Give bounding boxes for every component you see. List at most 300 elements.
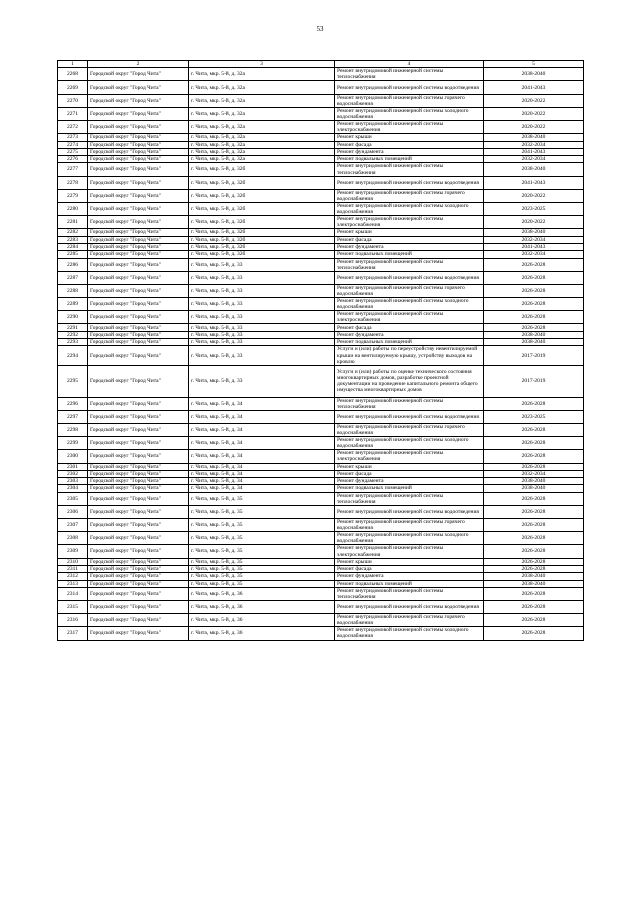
period-cell: 2026-2028 [484,492,584,505]
address-cell: г. Чита, мкр. 5-й, д. 32а [189,81,335,94]
table-row [58,558,584,565]
table-row [58,485,584,492]
period-cell: 2026-2028 [484,565,584,572]
address-cell: г. Чита, мкр. 5-й, д. 33 [189,339,335,346]
table-row [58,463,584,470]
period-cell: 2032-2034 [484,156,584,163]
address-cell: г. Чита, мкр. 5-й, д. 32а [189,156,335,163]
work-type-cell: Ремонт фундамента [335,243,484,250]
row-number-cell: 2283 [58,236,88,243]
period-cell: 2017-2019 [484,346,584,365]
municipality-cell: Городской округ "Город Чита" [88,258,189,271]
municipality-cell: Городской округ "Город Чита" [88,397,189,410]
period-cell: 2026-2028 [484,298,584,311]
work-type-cell: Ремонт внутридомовой инженерной системы горячего водоснабжения [335,94,484,107]
municipality-cell: Городской округ "Город Чита" [88,68,189,81]
work-type-cell: Ремонт внутридомовой инженерной системы холодного водоснабжения [335,298,484,311]
municipality-cell: Городской округ "Город Чита" [88,505,189,518]
municipality-cell: Городской округ "Город Чита" [88,284,189,297]
row-number-cell: 2279 [58,189,88,202]
column-header: 3 [189,61,335,68]
municipality-cell: Городской округ "Город Чита" [88,463,189,470]
work-type-cell: Ремонт внутридомовой инженерной системы горячего водоснабжения [335,519,484,532]
period-cell: 2026-2028 [484,463,584,470]
address-cell: г. Чита, мкр. 5-й, д. 32б [189,243,335,250]
address-cell: г. Чита, мкр. 5-й, д. 32б [189,189,335,202]
period-cell: 2026-2028 [484,505,584,518]
work-type-cell: Ремонт фасада [335,470,484,477]
period-cell: 2026-2028 [484,614,584,627]
row-number-cell: 2303 [58,478,88,485]
table-row [58,229,584,236]
municipality-cell: Городской округ "Город Чита" [88,141,189,148]
table-row [58,236,584,243]
period-cell: 2026-2028 [484,437,584,450]
period-cell: 2026-2028 [484,587,584,600]
table-row [58,148,584,155]
period-cell: 2026-2028 [484,627,584,640]
municipality-cell: Городской округ "Город Чита" [88,81,189,94]
address-cell: г. Чита, мкр. 5-й, д. 35 [189,580,335,587]
municipality-cell: Городской округ "Город Чита" [88,298,189,311]
period-cell: 2026-2028 [484,311,584,324]
row-number-cell: 2315 [58,601,88,614]
table-row [58,176,584,189]
address-cell: г. Чита, мкр. 5-й, д. 34 [189,437,335,450]
period-cell: 2032-2034 [484,470,584,477]
municipality-cell: Городской округ "Город Чита" [88,331,189,338]
table-row [58,121,584,134]
municipality-cell: Городской округ "Город Чита" [88,121,189,134]
address-cell: г. Чита, мкр. 5-й, д. 34 [189,450,335,463]
period-cell: 2038-2040 [484,163,584,176]
address-cell: г. Чита, мкр. 5-й, д. 35 [189,519,335,532]
row-number-cell: 2313 [58,580,88,587]
row-number-cell: 2314 [58,587,88,600]
row-number-cell: 2282 [58,229,88,236]
address-cell: г. Чита, мкр. 5-й, д. 32б [189,229,335,236]
row-number-cell: 2312 [58,573,88,580]
table-row [58,492,584,505]
work-type-cell: Ремонт внутридомовой инженерной системы электроснабжения [335,216,484,229]
row-number-cell: 2298 [58,423,88,436]
address-cell: г. Чита, мкр. 5-й, д. 34 [189,397,335,410]
period-cell: 2038-2040 [484,134,584,141]
work-type-cell: Ремонт внутридомовой инженерной системы холодного водоснабжения [335,627,484,640]
address-cell: г. Чита, мкр. 5-й, д. 33 [189,324,335,331]
table-row [58,478,584,485]
row-number-cell: 2308 [58,532,88,545]
work-type-cell: Ремонт внутридомовой инженерной системы теплоснабжения [335,587,484,600]
work-type-cell: Ремонт подвальных помещений [335,251,484,258]
table-row [58,271,584,284]
work-type-cell: Ремонт фасада [335,236,484,243]
period-cell: 2038-2040 [484,485,584,492]
row-number-cell: 2280 [58,202,88,215]
work-type-cell: Ремонт фасада [335,141,484,148]
address-cell: г. Чита, мкр. 5-й, д. 32а [189,107,335,120]
municipality-cell: Городской округ "Город Чита" [88,485,189,492]
table-row [58,202,584,215]
period-cell: 2026-2028 [484,423,584,436]
work-type-cell: Ремонт внутридомовой инженерной системы теплоснабжения [335,492,484,505]
page-number: 53 [316,25,324,33]
table-row [58,423,584,436]
period-cell: 2026-2028 [484,324,584,331]
table-row [58,251,584,258]
address-cell: г. Чита, мкр. 5-й, д. 34 [189,410,335,423]
period-cell: 2017-2019 [484,365,584,397]
table-row [58,94,584,107]
address-cell: г. Чита, мкр. 5-й, д. 35 [189,532,335,545]
period-cell: 2026-2028 [484,397,584,410]
address-cell: г. Чита, мкр. 5-й, д. 32а [189,148,335,155]
period-cell: 2038-2040 [484,339,584,346]
work-type-cell: Ремонт фундамента [335,478,484,485]
municipality-cell: Городской округ "Город Чита" [88,410,189,423]
work-type-cell: Ремонт подвальных помещений [335,156,484,163]
table-row [58,565,584,572]
address-cell: г. Чита, мкр. 5-й, д. 32а [189,94,335,107]
table-row [58,573,584,580]
period-cell: 2026-2028 [484,450,584,463]
period-cell: 2023-2025 [484,410,584,423]
address-cell: г. Чита, мкр. 5-й, д. 32б [189,176,335,189]
address-cell: г. Чита, мкр. 5-й, д. 33 [189,365,335,397]
row-number-cell: 2311 [58,565,88,572]
row-number-cell: 2274 [58,141,88,148]
period-cell: 2026-2028 [484,258,584,271]
table-row [58,107,584,120]
period-cell: 2038-2040 [484,331,584,338]
work-type-cell: Ремонт внутридомовой инженерной системы холодного водоснабжения [335,532,484,545]
work-type-cell: Ремонт внутридомовой инженерной системы водоотведения [335,176,484,189]
period-cell: 2041-2043 [484,148,584,155]
table-row [58,189,584,202]
row-number-cell: 2304 [58,485,88,492]
municipality-cell: Городской округ "Город Чита" [88,545,189,558]
row-number-cell: 2296 [58,397,88,410]
address-cell: г. Чита, мкр. 5-й, д. 34 [189,485,335,492]
address-cell: г. Чита, мкр. 5-й, д. 32а [189,68,335,81]
period-cell: 2032-2034 [484,141,584,148]
address-cell: г. Чита, мкр. 5-й, д. 35 [189,492,335,505]
table-row [58,545,584,558]
address-cell: г. Чита, мкр. 5-й, д. 32а [189,121,335,134]
work-type-cell: Ремонт внутридомовой инженерной системы водоотведения [335,81,484,94]
municipality-cell: Городской округ "Город Чита" [88,134,189,141]
row-number-cell: 2306 [58,505,88,518]
table-body [58,68,584,640]
period-cell: 2038-2040 [484,229,584,236]
address-cell: г. Чита, мкр. 5-й, д. 35 [189,558,335,565]
period-cell: 2020-2022 [484,216,584,229]
work-type-cell: Ремонт фундамента [335,331,484,338]
row-number-cell: 2307 [58,519,88,532]
work-type-cell: Ремонт подвальных помещений [335,339,484,346]
work-type-cell: Ремонт фундамента [335,573,484,580]
work-type-cell: Услуги и (или) работы по оценке технического состояния многоквартирных домов, разработке проектной документации на проведение капитального ремонта общего имущества многоквартирных домов [335,365,484,397]
municipality-cell: Городской округ "Город Чита" [88,365,189,397]
period-cell: 2026-2028 [484,519,584,532]
period-cell: 2026-2028 [484,545,584,558]
municipality-cell: Городской округ "Город Чита" [88,176,189,189]
row-number-cell: 2281 [58,216,88,229]
row-number-cell: 2271 [58,107,88,120]
row-number-cell: 2295 [58,365,88,397]
municipality-cell: Городской округ "Город Чита" [88,580,189,587]
municipality-cell: Городской округ "Город Чита" [88,148,189,155]
address-cell: г. Чита, мкр. 5-й, д. 33 [189,298,335,311]
period-cell: 2026-2028 [484,601,584,614]
work-type-cell: Ремонт внутридомовой инженерной системы электроснабжения [335,121,484,134]
municipality-cell: Городской округ "Город Чита" [88,94,189,107]
municipality-cell: Городской округ "Город Чита" [88,478,189,485]
work-type-cell: Ремонт внутридомовой инженерной системы теплоснабжения [335,163,484,176]
address-cell: г. Чита, мкр. 5-й, д. 32б [189,163,335,176]
address-cell: г. Чита, мкр. 5-й, д. 32б [189,251,335,258]
period-cell: 2032-2034 [484,251,584,258]
address-cell: г. Чита, мкр. 5-й, д. 34 [189,470,335,477]
period-cell: 2026-2028 [484,558,584,565]
period-cell: 2041-2043 [484,243,584,250]
row-number-cell: 2317 [58,627,88,640]
address-cell: г. Чита, мкр. 5-й, д. 32б [189,202,335,215]
municipality-cell: Городской округ "Город Чита" [88,492,189,505]
municipality-cell: Городской округ "Город Чита" [88,107,189,120]
period-cell: 2041-2043 [484,176,584,189]
column-header: 5 [484,61,584,68]
table-row [58,397,584,410]
table-row [58,437,584,450]
municipality-cell: Городской округ "Город Чита" [88,243,189,250]
municipality-cell: Городской округ "Город Чита" [88,573,189,580]
municipality-cell: Городской округ "Город Чита" [88,601,189,614]
work-type-cell: Ремонт внутридомовой инженерной системы горячего водоснабжения [335,423,484,436]
table-row [58,450,584,463]
municipality-cell: Городской округ "Город Чита" [88,251,189,258]
row-number-cell: 2270 [58,94,88,107]
table-row [58,410,584,423]
row-number-cell: 2302 [58,470,88,477]
work-type-cell: Ремонт внутридомовой инженерной системы водоотведения [335,601,484,614]
repair-schedule-table [57,60,584,641]
table-row [58,298,584,311]
municipality-cell: Городской округ "Город Чита" [88,346,189,365]
row-number-cell: 2310 [58,558,88,565]
municipality-cell: Городской округ "Город Чита" [88,437,189,450]
table-row [58,243,584,250]
municipality-cell: Городской округ "Город Чита" [88,216,189,229]
work-type-cell: Ремонт подвальных помещений [335,580,484,587]
row-number-cell: 2309 [58,545,88,558]
table-row [58,284,584,297]
period-cell: 2041-2043 [484,81,584,94]
period-cell: 2038-2040 [484,478,584,485]
row-number-cell: 2285 [58,251,88,258]
address-cell: г. Чита, мкр. 5-й, д. 34 [189,423,335,436]
period-cell: 2026-2028 [484,532,584,545]
municipality-cell: Городской округ "Город Чита" [88,339,189,346]
table-row [58,163,584,176]
work-type-cell: Ремонт внутридомовой инженерной системы горячего водоснабжения [335,284,484,297]
municipality-cell: Городской округ "Город Чита" [88,229,189,236]
table-row [58,68,584,81]
address-cell: г. Чита, мкр. 5-й, д. 32б [189,236,335,243]
row-number-cell: 2278 [58,176,88,189]
table-row [58,141,584,148]
work-type-cell: Ремонт внутридомовой инженерной системы водоотведения [335,271,484,284]
table-row [58,216,584,229]
municipality-cell: Городской округ "Город Чита" [88,163,189,176]
period-cell: 2038-2040 [484,580,584,587]
period-cell: 2020-2022 [484,121,584,134]
work-type-cell: Ремонт внутридомовой инженерной системы водоотведения [335,410,484,423]
municipality-cell: Городской округ "Город Чита" [88,271,189,284]
row-number-cell: 2293 [58,339,88,346]
column-header: 4 [335,61,484,68]
row-number-cell: 2268 [58,68,88,81]
address-cell: г. Чита, мкр. 5-й, д. 33 [189,271,335,284]
column-number-row [58,61,584,68]
table-row [58,346,584,365]
column-header: 2 [88,61,189,68]
table-row [58,519,584,532]
municipality-cell: Городской округ "Город Чита" [88,311,189,324]
address-cell: г. Чита, мкр. 5-й, д. 35 [189,565,335,572]
work-type-cell: Ремонт фасада [335,324,484,331]
row-number-cell: 2291 [58,324,88,331]
address-cell: г. Чита, мкр. 5-й, д. 32а [189,134,335,141]
work-type-cell: Ремонт внутридомовой инженерной системы водоотведения [335,505,484,518]
work-type-cell: Ремонт внутридомовой инженерной системы теплоснабжения [335,397,484,410]
address-cell: г. Чита, мкр. 5-й, д. 34 [189,478,335,485]
row-number-cell: 2272 [58,121,88,134]
municipality-cell: Городской округ "Город Чита" [88,450,189,463]
table-row [58,580,584,587]
work-type-cell: Ремонт внутридомовой инженерной системы холодного водоснабжения [335,107,484,120]
table-row [58,532,584,545]
table-row [58,331,584,338]
municipality-cell: Городской округ "Город Чита" [88,532,189,545]
address-cell: г. Чита, мкр. 5-й, д. 33 [189,258,335,271]
address-cell: г. Чита, мкр. 5-й, д. 36 [189,614,335,627]
municipality-cell: Городской округ "Город Чита" [88,236,189,243]
period-cell: 2026-2028 [484,284,584,297]
municipality-cell: Городской округ "Город Чита" [88,324,189,331]
municipality-cell: Городской округ "Город Чита" [88,614,189,627]
table-row [58,627,584,640]
row-number-cell: 2290 [58,311,88,324]
row-number-cell: 2305 [58,492,88,505]
address-cell: г. Чита, мкр. 5-й, д. 33 [189,284,335,297]
work-type-cell: Ремонт крыши [335,463,484,470]
table-row [58,365,584,397]
table-row [58,311,584,324]
municipality-cell: Городской округ "Город Чита" [88,470,189,477]
table-row [58,258,584,271]
table-row [58,134,584,141]
work-type-cell: Ремонт внутридомовой инженерной системы теплоснабжения [335,258,484,271]
work-type-cell: Ремонт крыши [335,558,484,565]
table-row [58,470,584,477]
row-number-cell: 2297 [58,410,88,423]
work-type-cell: Ремонт подвальных помещений [335,485,484,492]
table-row [58,601,584,614]
work-type-cell: Ремонт внутридомовой инженерной системы холодного водоснабжения [335,437,484,450]
period-cell: 2038-2040 [484,68,584,81]
municipality-cell: Городской округ "Город Чита" [88,558,189,565]
row-number-cell: 2301 [58,463,88,470]
work-type-cell: Ремонт внутридомовой инженерной системы холодного водоснабжения [335,202,484,215]
address-cell: г. Чита, мкр. 5-й, д. 33 [189,331,335,338]
municipality-cell: Городской округ "Город Чита" [88,565,189,572]
address-cell: г. Чита, мкр. 5-й, д. 34 [189,463,335,470]
municipality-cell: Городской округ "Город Чита" [88,189,189,202]
row-number-cell: 2316 [58,614,88,627]
row-number-cell: 2277 [58,163,88,176]
municipality-cell: Городской округ "Город Чита" [88,156,189,163]
period-cell: 2020-2022 [484,189,584,202]
row-number-cell: 2299 [58,437,88,450]
period-cell: 2032-2034 [484,236,584,243]
address-cell: г. Чита, мкр. 5-й, д. 36 [189,601,335,614]
work-type-cell: Услуги и (или) работы по переустройству невентилируемой крыши на вентилируемую крышу, устройству выходов на кровлю [335,346,484,365]
row-number-cell: 2284 [58,243,88,250]
work-type-cell: Ремонт фасада [335,565,484,572]
address-cell: г. Чита, мкр. 5-й, д. 33 [189,346,335,365]
table-row [58,339,584,346]
row-number-cell: 2269 [58,81,88,94]
period-cell: 2038-2040 [484,573,584,580]
period-cell: 2023-2025 [484,202,584,215]
table-row [58,587,584,600]
table-row [58,505,584,518]
work-type-cell: Ремонт крыши [335,229,484,236]
work-type-cell: Ремонт внутридомовой инженерной системы электроснабжения [335,450,484,463]
address-cell: г. Чита, мкр. 5-й, д. 35 [189,505,335,518]
table-row [58,324,584,331]
row-number-cell: 2273 [58,134,88,141]
table-row [58,156,584,163]
row-number-cell: 2275 [58,148,88,155]
work-type-cell: Ремонт внутридомовой инженерной системы теплоснабжения [335,68,484,81]
municipality-cell: Городской округ "Город Чита" [88,202,189,215]
work-type-cell: Ремонт внутридомовой инженерной системы горячего водоснабжения [335,189,484,202]
period-cell: 2026-2028 [484,271,584,284]
address-cell: г. Чита, мкр. 5-й, д. 35 [189,545,335,558]
period-cell: 2020-2022 [484,94,584,107]
address-cell: г. Чита, мкр. 5-й, д. 33 [189,311,335,324]
work-type-cell: Ремонт внутридомовой инженерной системы электроснабжения [335,545,484,558]
row-number-cell: 2292 [58,331,88,338]
column-header: 1 [58,61,88,68]
municipality-cell: Городской округ "Город Чита" [88,627,189,640]
table-row [58,81,584,94]
row-number-cell: 2300 [58,450,88,463]
row-number-cell: 2289 [58,298,88,311]
work-type-cell: Ремонт внутридомовой инженерной системы электроснабжения [335,311,484,324]
municipality-cell: Городской округ "Город Чита" [88,519,189,532]
address-cell: г. Чита, мкр. 5-й, д. 36 [189,587,335,600]
row-number-cell: 2286 [58,258,88,271]
address-cell: г. Чита, мкр. 5-й, д. 36 [189,627,335,640]
row-number-cell: 2276 [58,156,88,163]
row-number-cell: 2294 [58,346,88,365]
municipality-cell: Городской округ "Город Чита" [88,423,189,436]
work-type-cell: Ремонт крыши [335,134,484,141]
period-cell: 2020-2022 [484,107,584,120]
